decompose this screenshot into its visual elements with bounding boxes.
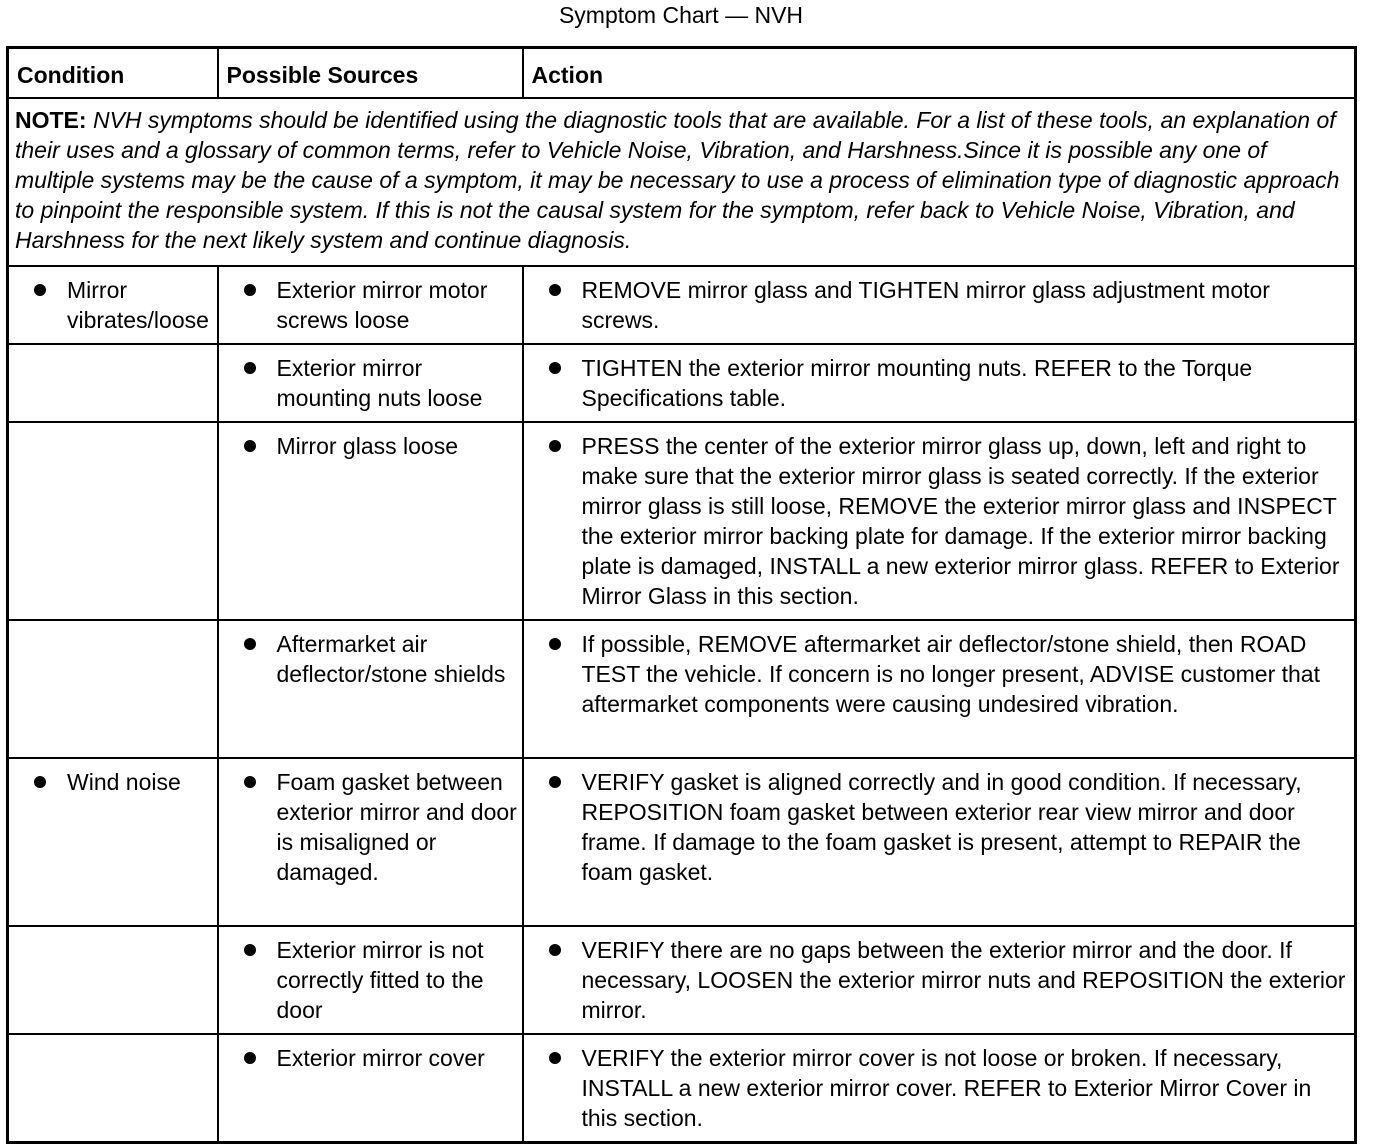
action-bullet-item: [524, 935, 1351, 1025]
condition-bullet-item: [9, 275, 213, 335]
bullet-icon: [549, 1052, 561, 1064]
condition-text: Wind noise: [67, 769, 181, 795]
action-cell: [523, 926, 1356, 1034]
bullet-icon: [244, 776, 256, 788]
action-bullet-item: [524, 629, 1351, 719]
note-label: NOTE:: [15, 107, 87, 133]
bullet-icon: [244, 944, 256, 956]
source-text: Mirror glass loose: [276, 433, 458, 459]
condition-cell: [8, 758, 218, 926]
action-cell: [523, 266, 1356, 344]
source-cell: [218, 1034, 523, 1142]
source-cell: [218, 266, 523, 344]
column-header-sources: Possible Sources: [218, 48, 523, 99]
table-row: [8, 758, 1356, 926]
condition-cell: [8, 266, 218, 344]
table-row: [8, 266, 1356, 344]
action-cell: [523, 620, 1356, 758]
condition-bullet-item: [9, 767, 213, 797]
action-bullet-item: [524, 1043, 1351, 1133]
source-cell: [218, 926, 523, 1034]
note-cell: [8, 98, 1356, 266]
bullet-icon: [244, 1052, 256, 1064]
action-text: VERIFY there are no gaps between the exterior mirror and the door. If necessary, LOOSEN the exterior mirror nuts and REPOSITION the exterior mirror.: [581, 937, 1346, 1023]
symptom-table: [6, 46, 1357, 1144]
action-bullet-item: [524, 275, 1351, 335]
bullet-icon: [244, 638, 256, 650]
table-row: [8, 620, 1356, 758]
action-cell: [523, 1034, 1356, 1142]
source-bullet-item: [219, 767, 518, 887]
source-cell: [218, 758, 523, 926]
column-header-condition: Condition: [8, 48, 218, 99]
condition-cell: [8, 1034, 218, 1142]
source-bullet-item: [219, 1043, 518, 1073]
action-bullet-item: [524, 767, 1351, 887]
action-text: TIGHTEN the exterior mirror mounting nuts. REFER to the Torque Specifications table.: [581, 355, 1253, 411]
action-text: PRESS the center of the exterior mirror glass up, down, left and right to make sure that the exterior mirror glass is seated correctly. If the exterior mirror glass is still loose, REMOVE the exterior mirror glass and INSPECT the exterior mirror backing plate for damage. If the exterior mirror backing plate is damaged, INSTALL a new exterior mirror glass. REFER to Exterior Mirror Glass in this section.: [581, 433, 1340, 609]
column-header-action: Action: [523, 48, 1356, 99]
bullet-icon: [549, 944, 561, 956]
action-cell: [523, 422, 1356, 620]
bullet-icon: [549, 362, 561, 374]
note-row: [8, 98, 1356, 266]
source-bullet-item: [219, 275, 518, 335]
table-row: [8, 1034, 1356, 1142]
condition-cell: [8, 620, 218, 758]
action-text: VERIFY the exterior mirror cover is not loose or broken. If necessary, INSTALL a new exterior mirror cover. REFER to Exterior Mirror Cover in this section.: [581, 1045, 1312, 1131]
table-row: [8, 344, 1356, 422]
action-text: If possible, REMOVE aftermarket air deflector/stone shield, then ROAD TEST the vehicle. If concern is no longer present, ADVISE customer that aftermarket components were causing undesired vibration.: [581, 631, 1320, 717]
source-text: Aftermarket air deflector/stone shields: [276, 631, 506, 687]
source-bullet-item: [219, 935, 518, 1025]
condition-cell: [8, 422, 218, 620]
condition-cell: [8, 344, 218, 422]
action-text: REMOVE mirror glass and TIGHTEN mirror glass adjustment motor screws.: [581, 277, 1270, 333]
action-cell: [523, 344, 1356, 422]
condition-cell: [8, 926, 218, 1034]
chart-title: Symptom Chart — NVH: [558, 2, 804, 28]
source-bullet-item: [219, 431, 518, 461]
bullet-icon: [244, 362, 256, 374]
source-bullet-item: [219, 629, 518, 689]
bullet-icon: [549, 284, 561, 296]
table-row: [8, 422, 1356, 620]
action-bullet-item: [524, 431, 1351, 611]
bullet-icon: [244, 284, 256, 296]
bullet-icon: [549, 440, 561, 452]
source-text: Exterior mirror is not correctly fitted to the door: [276, 937, 484, 1023]
note-text: NVH symptoms should be identified using the diagnostic tools that are available. For a list of these tools, an explanation of their uses and a glossary of common terms, refer to Vehicle Noise, Vibration, and Harshness.Since it is possible any one of multiple systems may be the cause of a symptom, it may be necessary to use a process of elimination type of diagnostic approach to pinpoint the responsible system. If this is not the causal system for the symptom, refer back to Vehicle Noise, Vibration, and Harshness for the next likely system and continue diagnosis.: [15, 107, 1340, 253]
action-text: VERIFY gasket is aligned correctly and in good condition. If necessary, REPOSITION foam gasket between exterior rear view mirror and door frame. If damage to the foam gasket is present, attempt to REPAIR the foam gasket.: [581, 769, 1302, 885]
bullet-icon: [244, 440, 256, 452]
bullet-icon: [34, 776, 46, 788]
source-text: Foam gasket between exterior mirror and door is misaligned or damaged.: [276, 769, 517, 885]
bullet-icon: [34, 284, 46, 296]
action-bullet-item: [524, 353, 1351, 413]
header-row: [8, 48, 1356, 99]
source-bullet-item: [219, 353, 518, 413]
bullet-icon: [549, 638, 561, 650]
source-cell: [218, 344, 523, 422]
source-text: Exterior mirror cover: [276, 1045, 485, 1071]
source-text: Exterior mirror mounting nuts loose: [276, 355, 483, 411]
source-cell: [218, 620, 523, 758]
bullet-icon: [549, 776, 561, 788]
source-cell: [218, 422, 523, 620]
table-row: [8, 926, 1356, 1034]
action-cell: [523, 758, 1356, 926]
source-text: Exterior mirror motor screws loose: [276, 277, 488, 333]
condition-text: Mirror vibrates/loose: [67, 277, 209, 333]
